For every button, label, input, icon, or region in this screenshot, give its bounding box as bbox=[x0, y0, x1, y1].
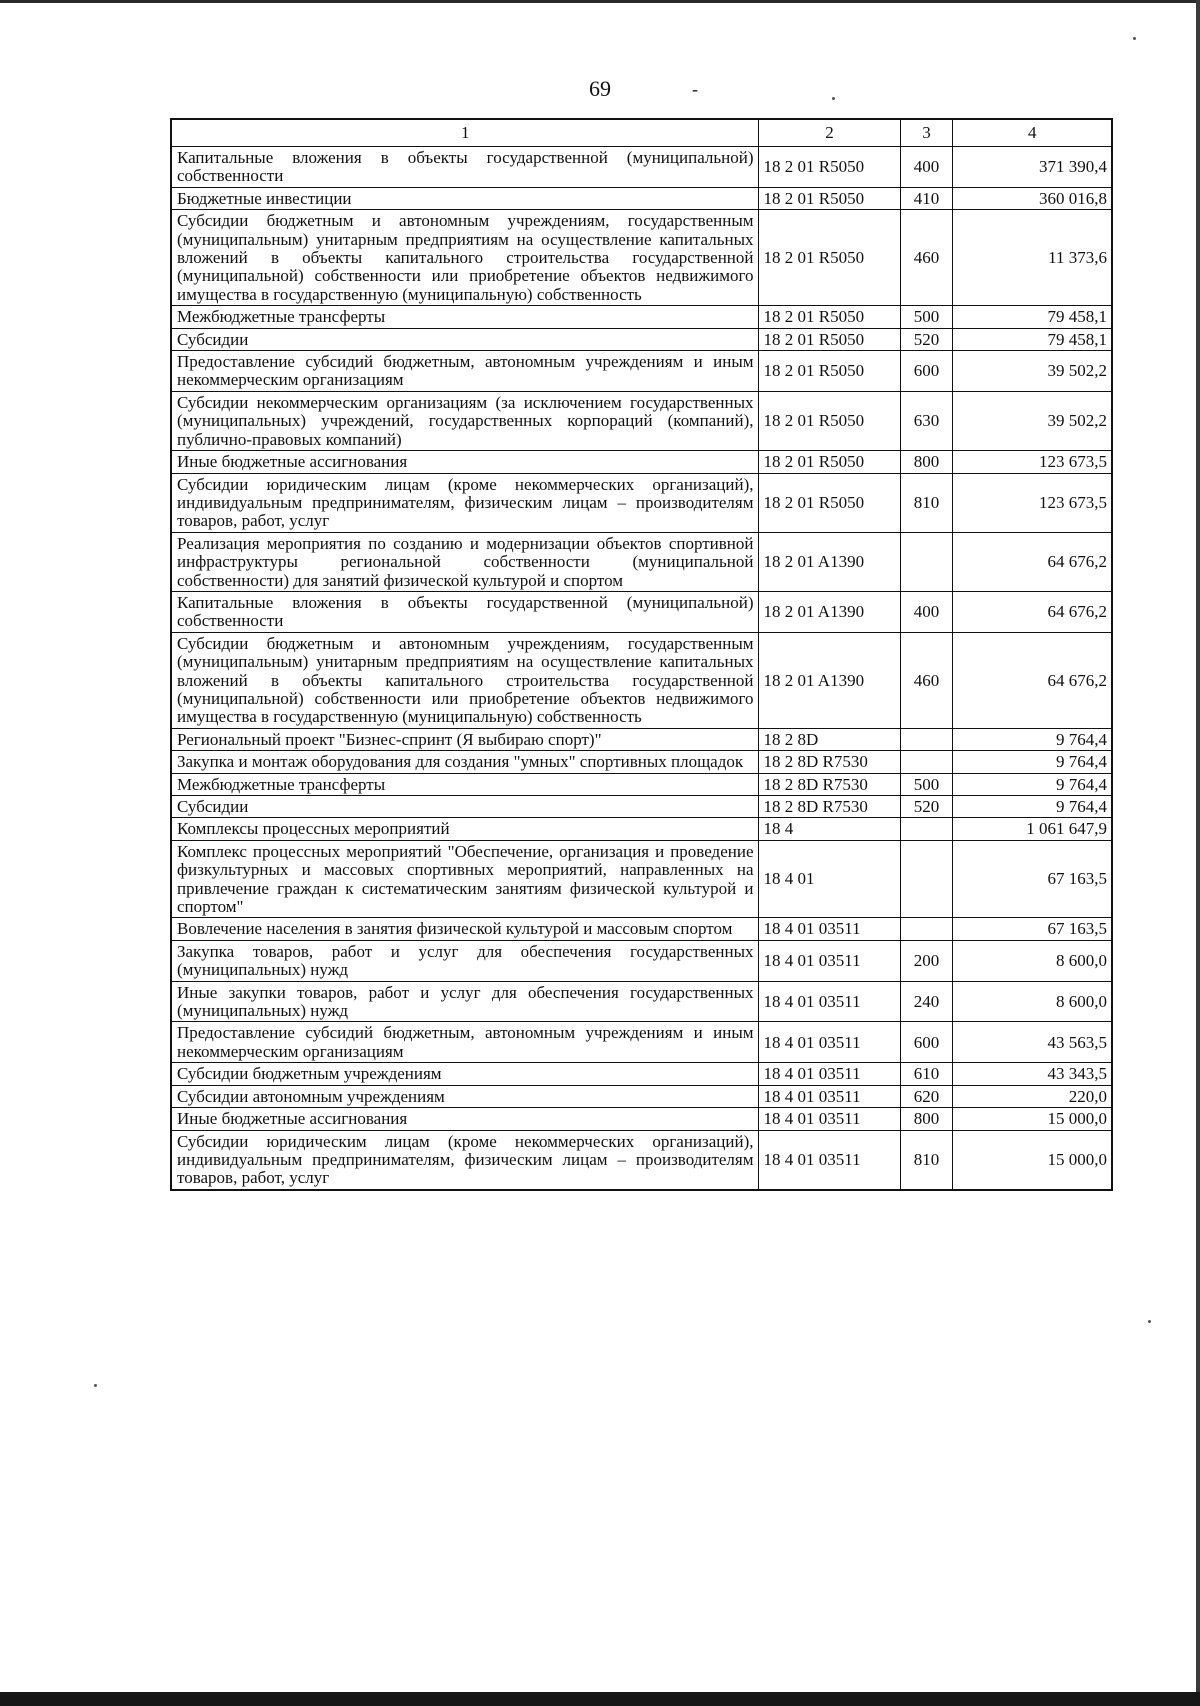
row-expense-type: 460 bbox=[900, 632, 952, 728]
table-row bbox=[171, 187, 1112, 209]
table-row bbox=[171, 1108, 1112, 1130]
row-expense-type: 630 bbox=[900, 391, 952, 450]
row-code: 18 2 8D R7530 bbox=[758, 751, 900, 773]
row-code: 18 2 01 A1390 bbox=[758, 591, 900, 632]
row-name: Комплексы процессных мероприятий bbox=[171, 818, 758, 840]
row-name: Комплекс процессных мероприятий "Обеспечение, организация и проведение физкультурных и массовых спортивных мероприятий, направленных на привлечение граждан к систематическим занятиям физической культурой и спортом" bbox=[171, 840, 758, 918]
row-name: Субсидии бюджетным и автономным учреждениям, государственным (муниципальным) унитарным предприятиям на осуществление капитальных вложений в объекты капитального строительства государственной (муниципальной) собственности или приобретение объектов недвижимого имущества в государственную (муниципальную) собственность bbox=[171, 210, 758, 306]
row-name: Иные бюджетные ассигнования bbox=[171, 451, 758, 473]
row-amount: 1 061 647,9 bbox=[952, 818, 1112, 840]
row-code: 18 2 8D bbox=[758, 728, 900, 750]
scan-edge-bottom bbox=[0, 1692, 1200, 1706]
budget-table bbox=[170, 118, 1113, 1191]
row-name: Субсидии юридическим лицам (кроме некоммерческих организаций), индивидуальным предпринимателям, физическим лицам – производителям товаров, работ, услуг bbox=[171, 473, 758, 532]
row-amount: 9 764,4 bbox=[952, 773, 1112, 795]
header-col-1: 1 bbox=[171, 119, 758, 147]
row-amount: 64 676,2 bbox=[952, 532, 1112, 591]
row-name: Капитальные вложения в объекты государственной (муниципальной) собственности bbox=[171, 591, 758, 632]
table-row bbox=[171, 981, 1112, 1022]
row-code: 18 4 01 bbox=[758, 840, 900, 918]
row-expense-type bbox=[900, 751, 952, 773]
row-code: 18 2 8D R7530 bbox=[758, 796, 900, 818]
table-row bbox=[171, 751, 1112, 773]
table-row bbox=[171, 351, 1112, 392]
row-expense-type bbox=[900, 532, 952, 591]
row-expense-type: 810 bbox=[900, 1130, 952, 1190]
header-col-3: 3 bbox=[900, 119, 952, 147]
scan-speck bbox=[94, 1384, 97, 1387]
scan-edge-right bbox=[1196, 0, 1200, 1706]
table-row bbox=[171, 796, 1112, 818]
row-expense-type: 620 bbox=[900, 1085, 952, 1107]
page-number-dash: - bbox=[692, 79, 698, 99]
page-number: 69 bbox=[589, 76, 611, 101]
row-name: Субсидии юридическим лицам (кроме некоммерческих организаций), индивидуальным предпринимателям, физическим лицам – производителям товаров, работ, услуг bbox=[171, 1130, 758, 1190]
row-expense-type: 460 bbox=[900, 210, 952, 306]
row-name: Субсидии бюджетным и автономным учреждениям, государственным (муниципальным) унитарным предприятиям на осуществление капитальных вложений в объекты капитального строительства государственной (муниципальной) собственности или приобретение объектов недвижимого имущества в государственную (муниципальную) собственность bbox=[171, 632, 758, 728]
row-amount: 360 016,8 bbox=[952, 187, 1112, 209]
table-row bbox=[171, 210, 1112, 306]
row-code: 18 4 01 03511 bbox=[758, 1063, 900, 1085]
row-name: Предоставление субсидий бюджетным, автономным учреждениям и иным некоммерческим организациям bbox=[171, 351, 758, 392]
row-amount: 79 458,1 bbox=[952, 328, 1112, 350]
table-row bbox=[171, 451, 1112, 473]
row-code: 18 2 01 R5050 bbox=[758, 147, 900, 188]
table-row bbox=[171, 147, 1112, 188]
row-expense-type: 500 bbox=[900, 306, 952, 328]
row-amount: 43 563,5 bbox=[952, 1022, 1112, 1063]
row-amount: 9 764,4 bbox=[952, 796, 1112, 818]
row-expense-type bbox=[900, 918, 952, 940]
row-expense-type: 800 bbox=[900, 1108, 952, 1130]
row-name: Межбюджетные трансферты bbox=[171, 306, 758, 328]
table-row bbox=[171, 532, 1112, 591]
row-amount: 9 764,4 bbox=[952, 751, 1112, 773]
row-name: Реализация мероприятия по созданию и модернизации объектов спортивной инфраструктуры региональной собственности (муниципальной собственности) для занятий физической культурой и спортом bbox=[171, 532, 758, 591]
table-row bbox=[171, 1085, 1112, 1107]
row-code: 18 4 01 03511 bbox=[758, 940, 900, 981]
row-expense-type bbox=[900, 840, 952, 918]
row-name: Субсидии некоммерческим организациям (за исключением государственных (муниципальных) учреждений, государственных корпораций (компаний), публично-правовых компаний) bbox=[171, 391, 758, 450]
row-code: 18 4 01 03511 bbox=[758, 1085, 900, 1107]
row-name: Региональный проект "Бизнес-спринт (Я выбираю спорт)" bbox=[171, 728, 758, 750]
row-name: Субсидии автономным учреждениям bbox=[171, 1085, 758, 1107]
row-expense-type bbox=[900, 728, 952, 750]
row-name: Иные бюджетные ассигнования bbox=[171, 1108, 758, 1130]
table-row bbox=[171, 1063, 1112, 1085]
row-code: 18 2 01 R5050 bbox=[758, 451, 900, 473]
row-code: 18 4 bbox=[758, 818, 900, 840]
header-col-4: 4 bbox=[952, 119, 1112, 147]
row-code: 18 2 01 A1390 bbox=[758, 532, 900, 591]
row-code: 18 2 01 R5050 bbox=[758, 473, 900, 532]
row-amount: 220,0 bbox=[952, 1085, 1112, 1107]
table-row bbox=[171, 818, 1112, 840]
row-code: 18 4 01 03511 bbox=[758, 918, 900, 940]
table-row bbox=[171, 328, 1112, 350]
row-expense-type: 500 bbox=[900, 773, 952, 795]
row-amount: 15 000,0 bbox=[952, 1130, 1112, 1190]
row-name: Субсидии bbox=[171, 796, 758, 818]
table-row bbox=[171, 773, 1112, 795]
row-expense-type: 410 bbox=[900, 187, 952, 209]
row-name: Иные закупки товаров, работ и услуг для обеспечения государственных (муниципальных) нужд bbox=[171, 981, 758, 1022]
table-row bbox=[171, 632, 1112, 728]
scan-speck bbox=[832, 97, 835, 100]
row-code: 18 2 01 R5050 bbox=[758, 210, 900, 306]
row-code: 18 2 01 A1390 bbox=[758, 632, 900, 728]
table-row bbox=[171, 940, 1112, 981]
header-col-2: 2 bbox=[758, 119, 900, 147]
table-row bbox=[171, 306, 1112, 328]
row-expense-type: 200 bbox=[900, 940, 952, 981]
row-code: 18 2 01 R5050 bbox=[758, 351, 900, 392]
table-row bbox=[171, 591, 1112, 632]
table-body bbox=[171, 147, 1112, 1190]
table-row bbox=[171, 918, 1112, 940]
row-amount: 9 764,4 bbox=[952, 728, 1112, 750]
row-name: Субсидии bbox=[171, 328, 758, 350]
row-expense-type: 810 bbox=[900, 473, 952, 532]
row-expense-type: 600 bbox=[900, 1022, 952, 1063]
row-code: 18 2 8D R7530 bbox=[758, 773, 900, 795]
row-amount: 8 600,0 bbox=[952, 981, 1112, 1022]
row-amount: 64 676,2 bbox=[952, 591, 1112, 632]
row-name: Бюджетные инвестиции bbox=[171, 187, 758, 209]
row-expense-type: 600 bbox=[900, 351, 952, 392]
row-name: Межбюджетные трансферты bbox=[171, 773, 758, 795]
row-code: 18 4 01 03511 bbox=[758, 981, 900, 1022]
scan-speck bbox=[1148, 1320, 1151, 1323]
header-row bbox=[171, 119, 1112, 147]
row-name: Предоставление субсидий бюджетным, автономным учреждениям и иным некоммерческим организациям bbox=[171, 1022, 758, 1063]
row-code: 18 4 01 03511 bbox=[758, 1130, 900, 1190]
row-amount: 67 163,5 bbox=[952, 918, 1112, 940]
row-code: 18 2 01 R5050 bbox=[758, 328, 900, 350]
table-row bbox=[171, 1022, 1112, 1063]
row-amount: 79 458,1 bbox=[952, 306, 1112, 328]
row-expense-type: 610 bbox=[900, 1063, 952, 1085]
table-row bbox=[171, 391, 1112, 450]
row-name: Субсидии бюджетным учреждениям bbox=[171, 1063, 758, 1085]
table-row bbox=[171, 728, 1112, 750]
row-code: 18 2 01 R5050 bbox=[758, 306, 900, 328]
row-code: 18 2 01 R5050 bbox=[758, 391, 900, 450]
row-amount: 64 676,2 bbox=[952, 632, 1112, 728]
row-expense-type: 520 bbox=[900, 328, 952, 350]
table-header bbox=[171, 119, 1112, 147]
table-row bbox=[171, 473, 1112, 532]
row-name: Закупка и монтаж оборудования для создания "умных" спортивных площадок bbox=[171, 751, 758, 773]
row-amount: 15 000,0 bbox=[952, 1108, 1112, 1130]
scan-edge-top bbox=[0, 0, 1200, 3]
row-amount: 123 673,5 bbox=[952, 451, 1112, 473]
row-amount: 43 343,5 bbox=[952, 1063, 1112, 1085]
row-expense-type: 240 bbox=[900, 981, 952, 1022]
row-name: Вовлечение населения в занятия физической культурой и массовым спортом bbox=[171, 918, 758, 940]
row-amount: 67 163,5 bbox=[952, 840, 1112, 918]
row-expense-type: 800 bbox=[900, 451, 952, 473]
row-expense-type: 520 bbox=[900, 796, 952, 818]
table-row bbox=[171, 1130, 1112, 1190]
row-name: Капитальные вложения в объекты государственной (муниципальной) собственности bbox=[171, 147, 758, 188]
scan-speck bbox=[1133, 37, 1136, 40]
table-row bbox=[171, 840, 1112, 918]
row-name: Закупка товаров, работ и услуг для обеспечения государственных (муниципальных) нужд bbox=[171, 940, 758, 981]
row-amount: 371 390,4 bbox=[952, 147, 1112, 188]
row-amount: 39 502,2 bbox=[952, 391, 1112, 450]
row-code: 18 4 01 03511 bbox=[758, 1022, 900, 1063]
row-amount: 39 502,2 bbox=[952, 351, 1112, 392]
row-code: 18 2 01 R5050 bbox=[758, 187, 900, 209]
row-expense-type: 400 bbox=[900, 591, 952, 632]
row-amount: 123 673,5 bbox=[952, 473, 1112, 532]
row-code: 18 4 01 03511 bbox=[758, 1108, 900, 1130]
row-amount: 8 600,0 bbox=[952, 940, 1112, 981]
row-amount: 11 373,6 bbox=[952, 210, 1112, 306]
row-expense-type: 400 bbox=[900, 147, 952, 188]
row-expense-type bbox=[900, 818, 952, 840]
